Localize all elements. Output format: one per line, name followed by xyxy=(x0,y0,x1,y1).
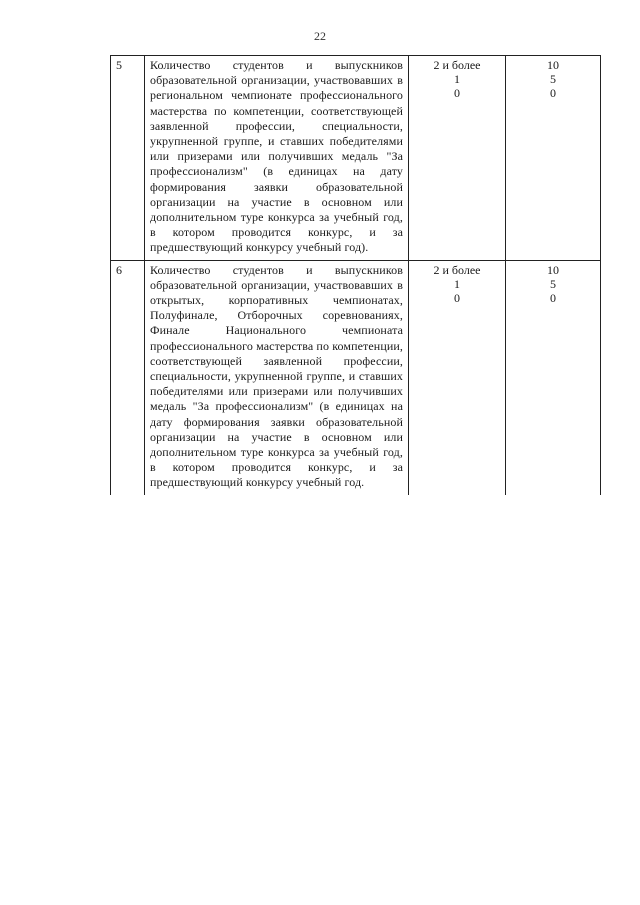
criteria-table xyxy=(110,55,601,495)
row-number: 6 xyxy=(111,260,145,495)
value-option: 2 и более xyxy=(433,58,481,72)
criterion-values xyxy=(409,260,506,495)
points-option: 5 xyxy=(550,72,556,86)
value-option: 2 и более xyxy=(433,262,481,277)
value-option: 1 xyxy=(454,276,460,291)
points-option: 5 xyxy=(550,276,556,291)
value-option: 1 xyxy=(454,72,460,86)
table-row xyxy=(111,260,601,495)
criterion-points xyxy=(506,260,601,495)
points-option: 10 xyxy=(547,58,559,72)
criterion-description: Количество студентов и выпускников образовательной организации, участвовавших в региональном чемпионате профессионального мастерства по компетенции, соответствующей заявленной профессии, специальности, укрупненной группе, и ставших победителями или призерами или получивших медаль "За профессионализм" (в единицах на дату формирования заявки образовательной организации на участие в основном или дополнительном туре конкурса за учебный год, в котором проводится конкурс, и за предшествующий конкурсу учебный год). xyxy=(145,56,409,261)
criterion-description: Количество студентов и выпускников образовательной организации, участвовавших в открытых, корпоративных чемпионатах, Полуфинале, Отборочных соревнованиях, Финале Национального чемпионата профессионального мастерства по компетенции, соответствующей заявленной профессии, специальности, укрупненной группе, и ставших победителями или призерами или получивших медаль "За профессионализм" (в единицах на дату формирования заявки образовательной организации на участие в основном или дополнительном туре конкурса за учебный год, в котором проводится конкурс, и за предшествующий конкурсу учебный год. xyxy=(145,260,409,495)
criterion-values xyxy=(409,56,506,261)
row-number: 5 xyxy=(111,56,145,261)
table-row xyxy=(111,56,601,261)
points-option: 10 xyxy=(547,262,559,277)
value-option: 0 xyxy=(454,290,460,305)
criterion-points xyxy=(506,56,601,261)
page-number: 22 xyxy=(314,29,326,43)
points-option: 0 xyxy=(550,290,556,305)
points-option: 0 xyxy=(550,86,556,100)
value-option: 0 xyxy=(454,86,460,100)
